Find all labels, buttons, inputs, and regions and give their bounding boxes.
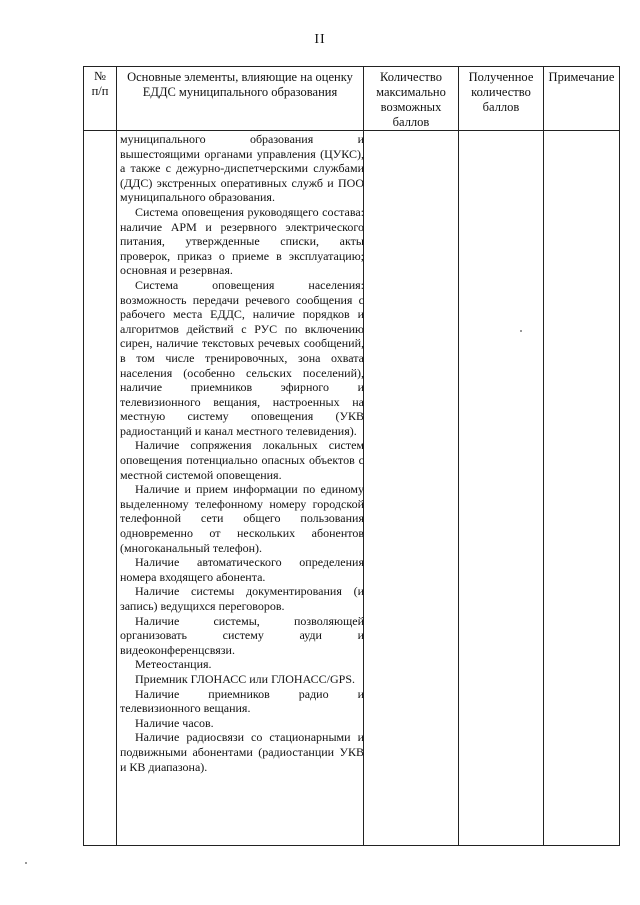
header-number: [84, 67, 117, 131]
table-row: [84, 131, 620, 846]
page-number: II: [314, 32, 326, 47]
paragraph: Наличие часов.: [135, 715, 214, 730]
paragraph: Система оповещения руководящего состава: наличие АРМ и резервного электрического питания, утвержденные списки, акты проверок, приказ о приеме в эксплуатацию; основная и резервная.: [120, 204, 364, 278]
header-max-points-label: Количество максимально возможных баллов: [376, 70, 446, 129]
cell-max-points: [364, 131, 459, 846]
table-header-row: [84, 67, 620, 131]
header-note-label: Примечание: [548, 70, 615, 84]
header-note: [544, 67, 620, 131]
paragraph: Наличие и прием информации по единому выделенному телефонному номеру городской телефонной сети общего пользования одновременно от нескольких абонентов (многоканальный телефон).: [120, 482, 364, 555]
paragraph: Метеостанция.: [135, 657, 212, 672]
cell-elements: [117, 131, 364, 846]
paragraph: Наличие системы, позволяющей организовать систему ауди и видеоконференцсвязи.: [120, 613, 364, 657]
header-elements: [117, 67, 364, 131]
paragraph: Система оповещения населения: возможность передачи речевого сообщения с рабочего места ЕДДС, наличие порядков и алгоритмов действий с РУС по включению сирен, наличие текстовых речевых сообщений, в том числе тренировочных, зона охвата населения (особенно сельских поселений), наличие приемников эфирного и телевизионного вещания, настроенных на местную систему оповещения (УКВ радиостанций и канал местного телевидения).: [120, 277, 364, 438]
header-max-points: [364, 67, 459, 131]
cell-note: [544, 131, 620, 846]
elements-text: [84, 131, 367, 774]
paragraph: Наличие сопряжения локальных систем оповещения потенциально опасных объектов с местной системой оповещения.: [120, 438, 364, 482]
paragraph: Наличие приемников радио и телевизионного вещания.: [120, 686, 364, 716]
header-elements-label: Основные элементы, влияющие на оценку ЕДДС муниципального образования: [127, 70, 353, 99]
header-received-points-label: Полученное количество баллов: [468, 70, 534, 114]
paragraph: Наличие системы документирования (и запись) ведущихся переговоров.: [120, 584, 364, 613]
paragraph: Наличие автоматического определения номера входящего абонента.: [120, 555, 364, 584]
header-received-points: [459, 67, 544, 131]
scan-speck: [520, 330, 522, 332]
paragraph: Приемник ГЛОНАСС или ГЛОНАСС/GPS.: [135, 671, 356, 686]
scan-speck: [25, 862, 27, 864]
header-number-label: № п/п: [91, 69, 109, 98]
cell-received-points: [459, 131, 544, 846]
evaluation-table: [83, 66, 620, 846]
paragraph: Наличие радиосвязи со стационарными и подвижными абонентами (радиостанции УКВ и КВ диапазона).: [120, 730, 364, 774]
paragraph: муниципального образования и вышестоящими органами управления (ЦУКС), а также с дежурно-диспетчерскими службами (ДДС) экстренных оперативных служб и ПОО муниципального образования.: [120, 132, 364, 205]
